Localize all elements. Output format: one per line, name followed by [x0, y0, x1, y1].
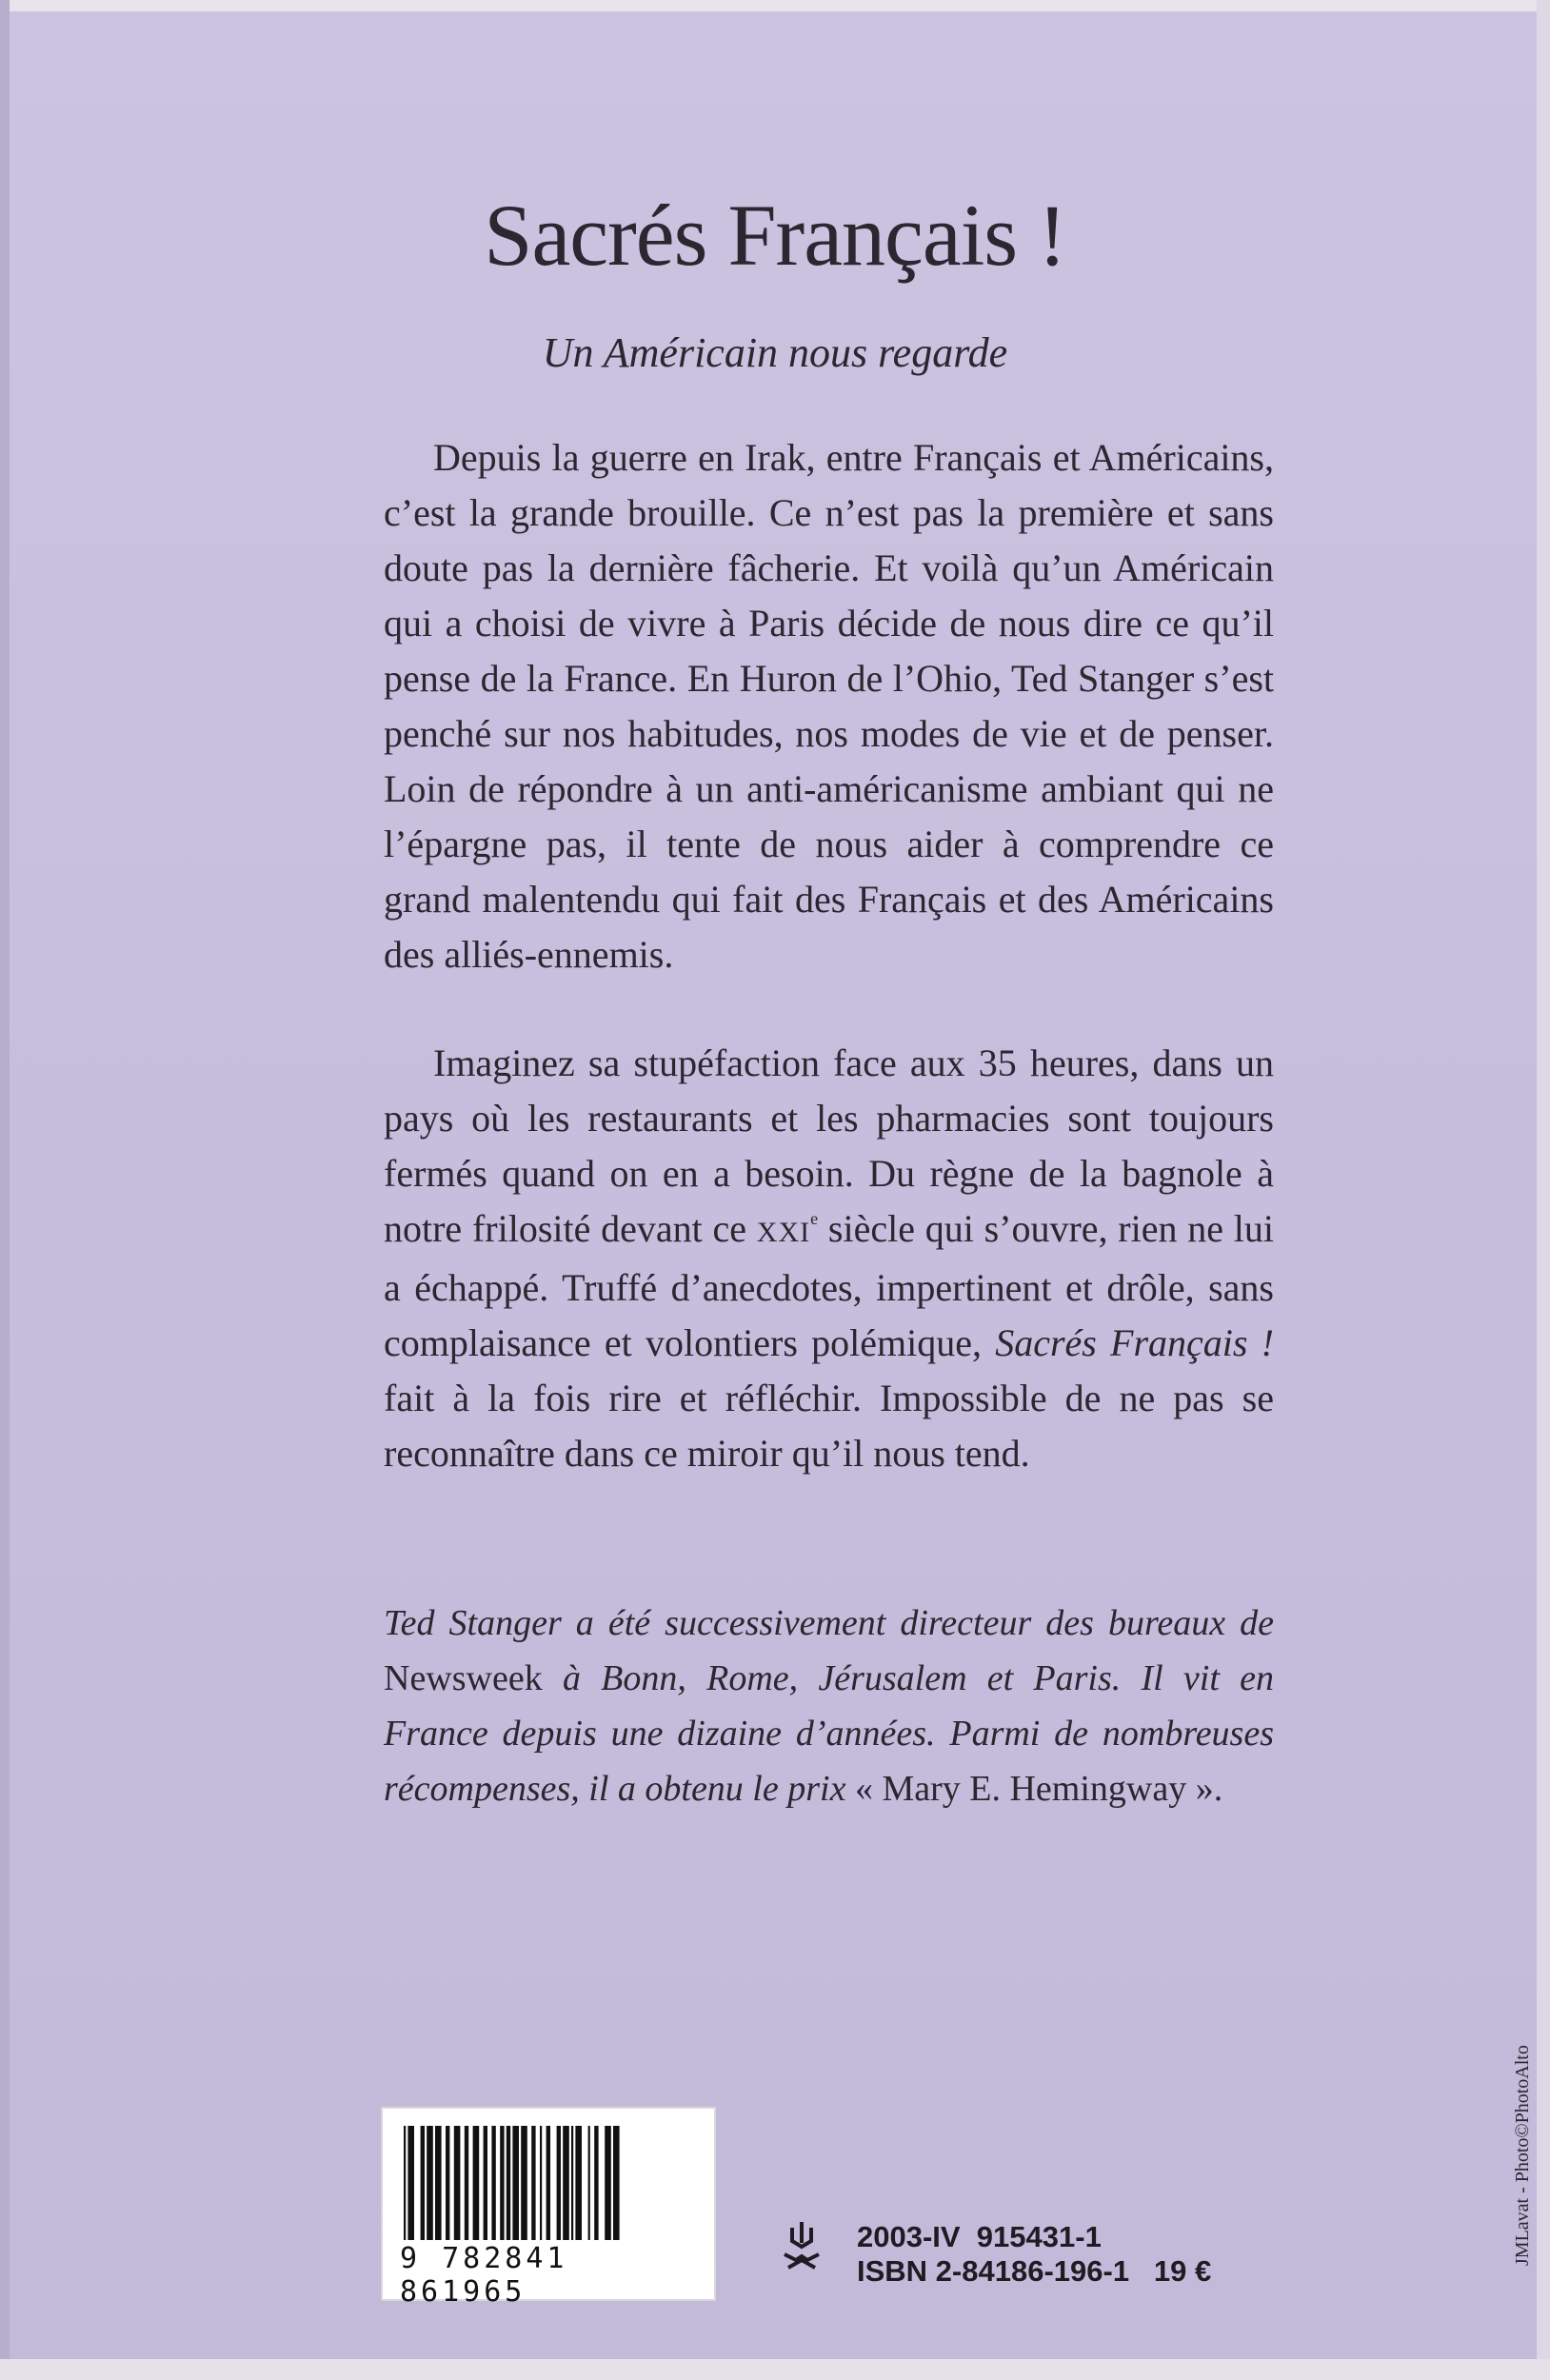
barcode-bar	[588, 2126, 590, 2240]
barcode-bar	[512, 2126, 519, 2240]
edition-code: 2003-IV 915431-1	[857, 2220, 1102, 2253]
barcode-bar	[446, 2126, 449, 2240]
barcode-bar	[540, 2126, 542, 2240]
barcode-bar	[404, 2126, 406, 2240]
quote-open: «	[854, 1769, 873, 1809]
barcode-bar	[531, 2126, 535, 2240]
barcode-bar	[491, 2126, 495, 2240]
barcode-icon	[400, 2126, 697, 2240]
cover-edge-top	[0, 0, 1550, 11]
barcode-bar	[521, 2126, 527, 2240]
blurb-paragraph-2	[384, 1036, 1274, 1481]
barcode-bar	[571, 2126, 573, 2240]
quote-close: ».	[1195, 1769, 1223, 1809]
prize-name: Mary E. Hemingway	[882, 1769, 1187, 1809]
barcode-bar	[473, 2126, 480, 2240]
barcode-bar	[546, 2126, 550, 2240]
barcode-bar	[435, 2126, 442, 2240]
barcode-bar	[427, 2126, 433, 2240]
cover-edge-bottom	[0, 2359, 1550, 2380]
book-title: Sacrés Français !	[484, 187, 1066, 284]
book-subtitle: Un Américain nous regarde	[542, 329, 1008, 376]
photo-credit: JMLavat - Photo©PhotoAlto	[1512, 2045, 1533, 2266]
blurb-paragraph-2-part3: fait à la fois rire et réfléchir. Impossible de ne pas se reconnaître dans ce miroir qu’il nous tend.	[384, 1377, 1274, 1475]
barcode-bar	[407, 2126, 414, 2240]
barcode-sticker	[381, 2107, 716, 2309]
barcode-bar	[454, 2126, 461, 2240]
barcode-bar	[507, 2126, 510, 2240]
author-bio-part1: Ted Stanger a été successivement directeur des bureaux de	[384, 1603, 1274, 1643]
barcode-bar	[500, 2126, 504, 2240]
publisher-logo-icon	[779, 2218, 825, 2275]
barcode-digits: 9 782841 861965	[400, 2242, 568, 2309]
title-reference: Sacrés Français !	[995, 1321, 1274, 1364]
author-bio-part2: à Bonn, Rome, Jérusalem et Paris. Il vit en France depuis une dizaine d’années. Parmi de nombreuses récompenses, il a obtenu le prix	[384, 1658, 1274, 1809]
barcode-bar	[613, 2126, 620, 2240]
century-suffix: e	[810, 1209, 819, 1228]
blurb-paragraph-2-part1: Imaginez sa stupéfaction face aux 35 heures, dans un pays où les restaurants et les pharmacies sont toujours fermés quand on en a besoin. Du règne de la bagnole à notre frilosité devant ce	[384, 1041, 1274, 1250]
barcode-bar	[421, 2126, 425, 2240]
isbn-price: ISBN 2-84186-196-1 19 €	[857, 2254, 1212, 2288]
barcode-bar	[484, 2126, 487, 2240]
barcode-bar	[575, 2126, 582, 2240]
barcode-bar	[594, 2126, 598, 2240]
barcode-bar	[465, 2126, 468, 2240]
barcode-bar	[605, 2126, 611, 2240]
barcode-bar	[557, 2126, 561, 2240]
barcode-bar	[563, 2126, 569, 2240]
century-numeral: XXI	[756, 1217, 811, 1248]
author-bio	[384, 1596, 1274, 1816]
blurb-paragraph-2-part2: siècle qui s’ouvre, rien ne lui a échappé. Truffé d’anecdotes, impertinent et drôle, sans complaisance et volontiers polémique,	[384, 1207, 1275, 1364]
magazine-name: Newsweek	[384, 1658, 543, 1698]
blurb-paragraph-1: Depuis la guerre en Irak, entre Français et Américains, c’est la grande brouille. Ce n’est pas la première et sans doute pas la dernière fâcherie. Et voilà qu’un Américain qui a choisi de vivre à Paris décide de nous dire ce qu’il pense de la France. En Huron de l’Ohio, Ted Stanger s’est penché sur nos habitudes, nos modes de vie et de penser. Loin de répondre à un anti-américanisme ambiant qui ne l’épargne pas, il tente de nous aider à comprendre ce grand malentendu qui fait des Français et des Américains des alliés-ennemis.	[384, 436, 1274, 976]
